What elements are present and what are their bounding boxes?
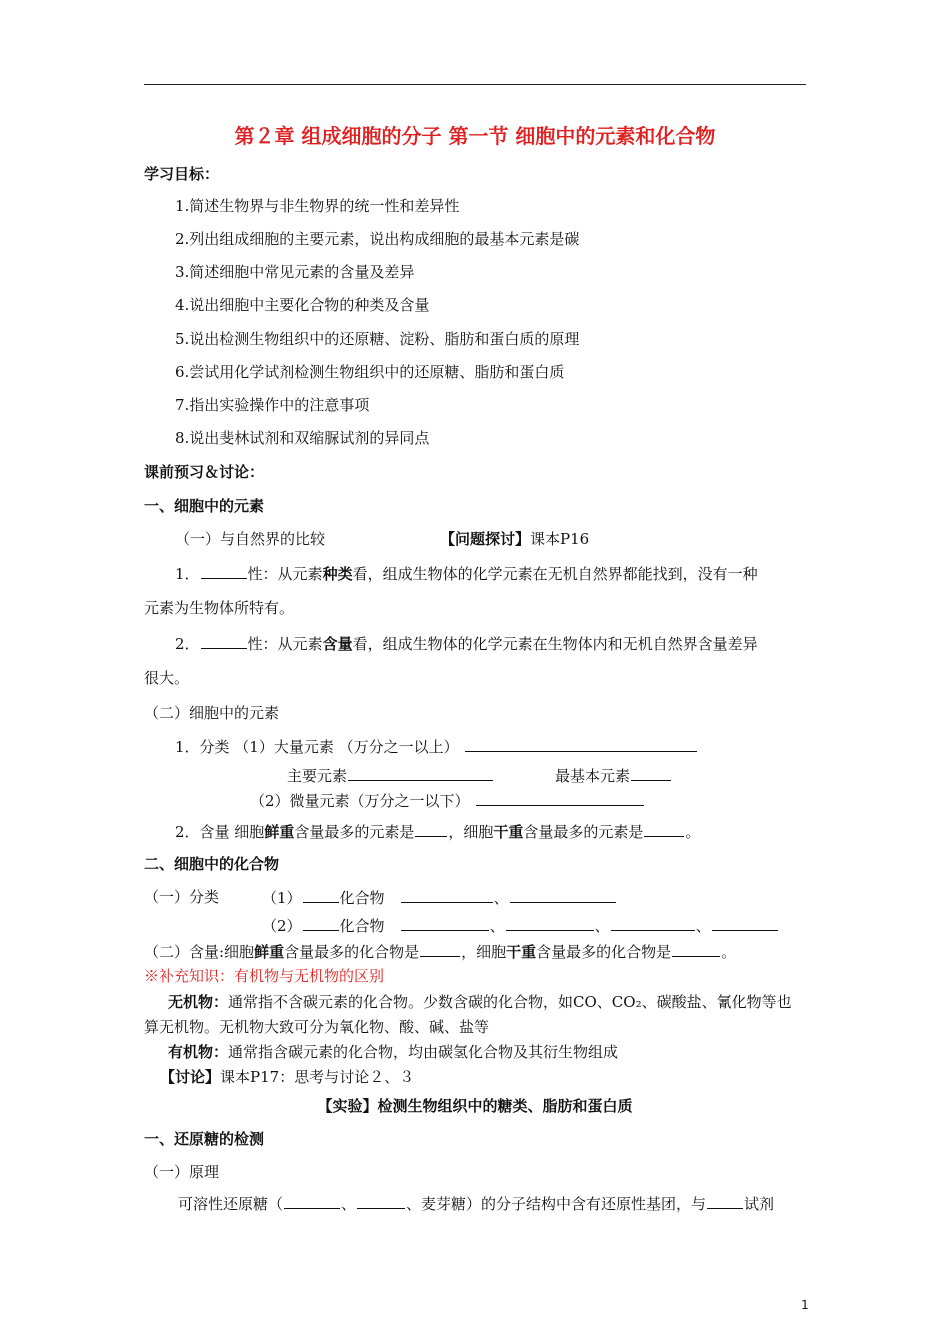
principle-line [178, 1193, 774, 1214]
text: 主要元素 [287, 767, 348, 785]
goal-item: 3.简述细胞中常见元素的含量及差异 [175, 263, 415, 281]
paragraph-continuation: 很大。 [144, 669, 190, 687]
fill-blank[interactable] [201, 633, 247, 649]
text: 性：从元素 [247, 635, 323, 653]
fill-blank[interactable] [348, 765, 493, 781]
text: 2．含量 细胞 [175, 823, 265, 841]
fill-blank[interactable] [644, 821, 684, 837]
text: 可溶性还原糖（ [178, 1195, 284, 1213]
paragraph-continuation: 元素为生物体所特有。 [144, 599, 295, 617]
section-heading: 一、还原糖的检测 [144, 1130, 265, 1148]
fill-blank[interactable] [672, 941, 720, 957]
preview-heading: 课前预习＆讨论： [144, 463, 265, 481]
classification-line [175, 736, 698, 757]
text: 看，组成生物体的化学元素在生物体内和无机自然界含量差异 [352, 635, 758, 653]
fill-blank[interactable] [303, 915, 339, 931]
text: 含量最多的元素是 [294, 823, 415, 841]
bold-text: 种类 [322, 565, 353, 583]
discussion-line [160, 1067, 414, 1087]
header-rule [144, 84, 806, 85]
section-heading: 一、细胞中的元素 [144, 497, 265, 515]
text: 。 [685, 823, 701, 841]
fill-blank[interactable] [506, 915, 594, 931]
bold-text: 鲜重 [264, 823, 295, 841]
text: 含量最多的化合物是 [284, 943, 420, 961]
text: 试剂 [744, 1195, 775, 1213]
fill-blank[interactable] [631, 765, 671, 781]
bold-text: 有机物： [168, 1043, 229, 1061]
basic-element [555, 765, 672, 786]
item-number: （1） [262, 889, 302, 907]
text: 含量最多的元素是 [523, 823, 644, 841]
subsection-label: （一）原理 [144, 1163, 220, 1181]
separator: 、 [489, 917, 505, 935]
bold-text: 【讨论】 [160, 1068, 221, 1086]
text: 化合物 [339, 889, 385, 907]
text: 最基本元素 [555, 767, 631, 785]
major-elements [287, 765, 494, 786]
problem-tag: 【问题探讨】 [440, 530, 531, 548]
text: （二）含量:细胞 [144, 943, 255, 961]
section-heading: 二、细胞中的化合物 [144, 855, 280, 873]
separator: 、 [493, 889, 509, 907]
bold-text: 干重 [493, 823, 524, 841]
goal-item: 8.说出斐林试剂和双缩脲试剂的异同点 [175, 429, 430, 447]
text: （2）微量元素（万分之一以下） [250, 792, 470, 810]
text: 。 [721, 943, 737, 961]
text: ，细胞 [448, 823, 494, 841]
page-title: 第２章 组成细胞的分子 第一节 细胞中的元素和化合物 [234, 124, 716, 148]
text: ，细胞 [461, 943, 507, 961]
item-number: 1． [175, 565, 200, 583]
subsection-label: （一）与自然界的比较 [175, 530, 326, 548]
compound-row [262, 887, 617, 908]
organic-definition [168, 1042, 618, 1062]
bold-text: 干重 [506, 943, 537, 961]
text: 通常指含碳元素的化合物，均由碳氢化合物及其衍生物组成 [228, 1043, 619, 1061]
text: 看，组成生物体的化学元素在无机自然界都能找到，没有一种 [352, 565, 758, 583]
fill-blank[interactable] [284, 1193, 340, 1209]
fill-blank[interactable] [201, 563, 247, 579]
fill-blank[interactable] [510, 887, 616, 903]
paragraph-unity [175, 563, 758, 584]
problem-ref [440, 529, 589, 549]
fill-blank[interactable] [303, 887, 339, 903]
separator: 、 [594, 917, 610, 935]
fill-blank[interactable] [401, 915, 489, 931]
fill-blank[interactable] [476, 790, 644, 806]
text: 通常指不含碳元素的化合物。少数含碳的化合物，如CO、CO₂、碳酸盐、氰化物等也 [228, 993, 792, 1011]
supplement-note: ※补充知识：有机物与无机物的区别 [144, 967, 385, 985]
page-number: 1 [801, 1298, 809, 1312]
problem-page: 课本P16 [530, 530, 590, 548]
fill-blank[interactable] [465, 736, 697, 752]
subsection-label: （二）细胞中的元素 [144, 704, 280, 722]
inorganic-definition [168, 992, 792, 1012]
bold-text: 无机物： [168, 993, 229, 1011]
text: 1．分类 （1）大量元素 （万分之一以上） [175, 738, 459, 756]
experiment-heading: 【实验】检测生物组织中的糖类、脂肪和蛋白质 [317, 1097, 633, 1115]
goal-item: 1.简述生物界与非生物界的统一性和差异性 [175, 197, 460, 215]
separator: 、 [695, 917, 711, 935]
paragraph-continuation: 算无机物。无机物大致可分为氧化物、酸、碱、盐等 [144, 1018, 490, 1036]
goal-item: 5.说出检测生物组织中的还原糖、淀粉、脂肪和蛋白质的原理 [175, 330, 580, 348]
fill-blank[interactable] [707, 1193, 743, 1209]
goal-item: 6.尝试用化学试剂检测生物组织中的还原糖、脂肪和蛋白质 [175, 363, 565, 381]
item-number: （2） [262, 917, 302, 935]
paragraph-difference [175, 633, 758, 654]
item-number: 2． [175, 635, 200, 653]
fill-blank[interactable] [357, 1193, 405, 1209]
text: 性：从元素 [247, 565, 323, 583]
text: 、麦芽糖）的分子结构中含有还原性基团，与 [406, 1195, 707, 1213]
text: 含量最多的化合物是 [536, 943, 672, 961]
goal-item: 7.指出实验操作中的注意事项 [175, 396, 370, 414]
fill-blank[interactable] [712, 915, 778, 931]
goal-item: 2.列出组成细胞的主要元素，说出构成细胞的最基本元素是碳 [175, 230, 580, 248]
fill-blank[interactable] [401, 887, 493, 903]
fill-blank[interactable] [420, 941, 460, 957]
separator: 、 [341, 1195, 357, 1213]
classification-label: （一）分类 [144, 888, 220, 906]
bold-text: 含量 [322, 635, 353, 653]
compound-row [262, 915, 779, 936]
goal-item: 4.说出细胞中主要化合物的种类及含量 [175, 296, 430, 314]
element-content-line [175, 821, 700, 842]
goals-heading: 学习目标： [144, 165, 220, 183]
trace-elements [250, 790, 645, 811]
bold-text: 鲜重 [254, 943, 285, 961]
text: 化合物 [339, 917, 385, 935]
text: 课本P17：思考与讨论２、３ [220, 1068, 415, 1086]
compound-content-line [144, 941, 736, 962]
fill-blank[interactable] [611, 915, 695, 931]
fill-blank[interactable] [415, 821, 447, 837]
